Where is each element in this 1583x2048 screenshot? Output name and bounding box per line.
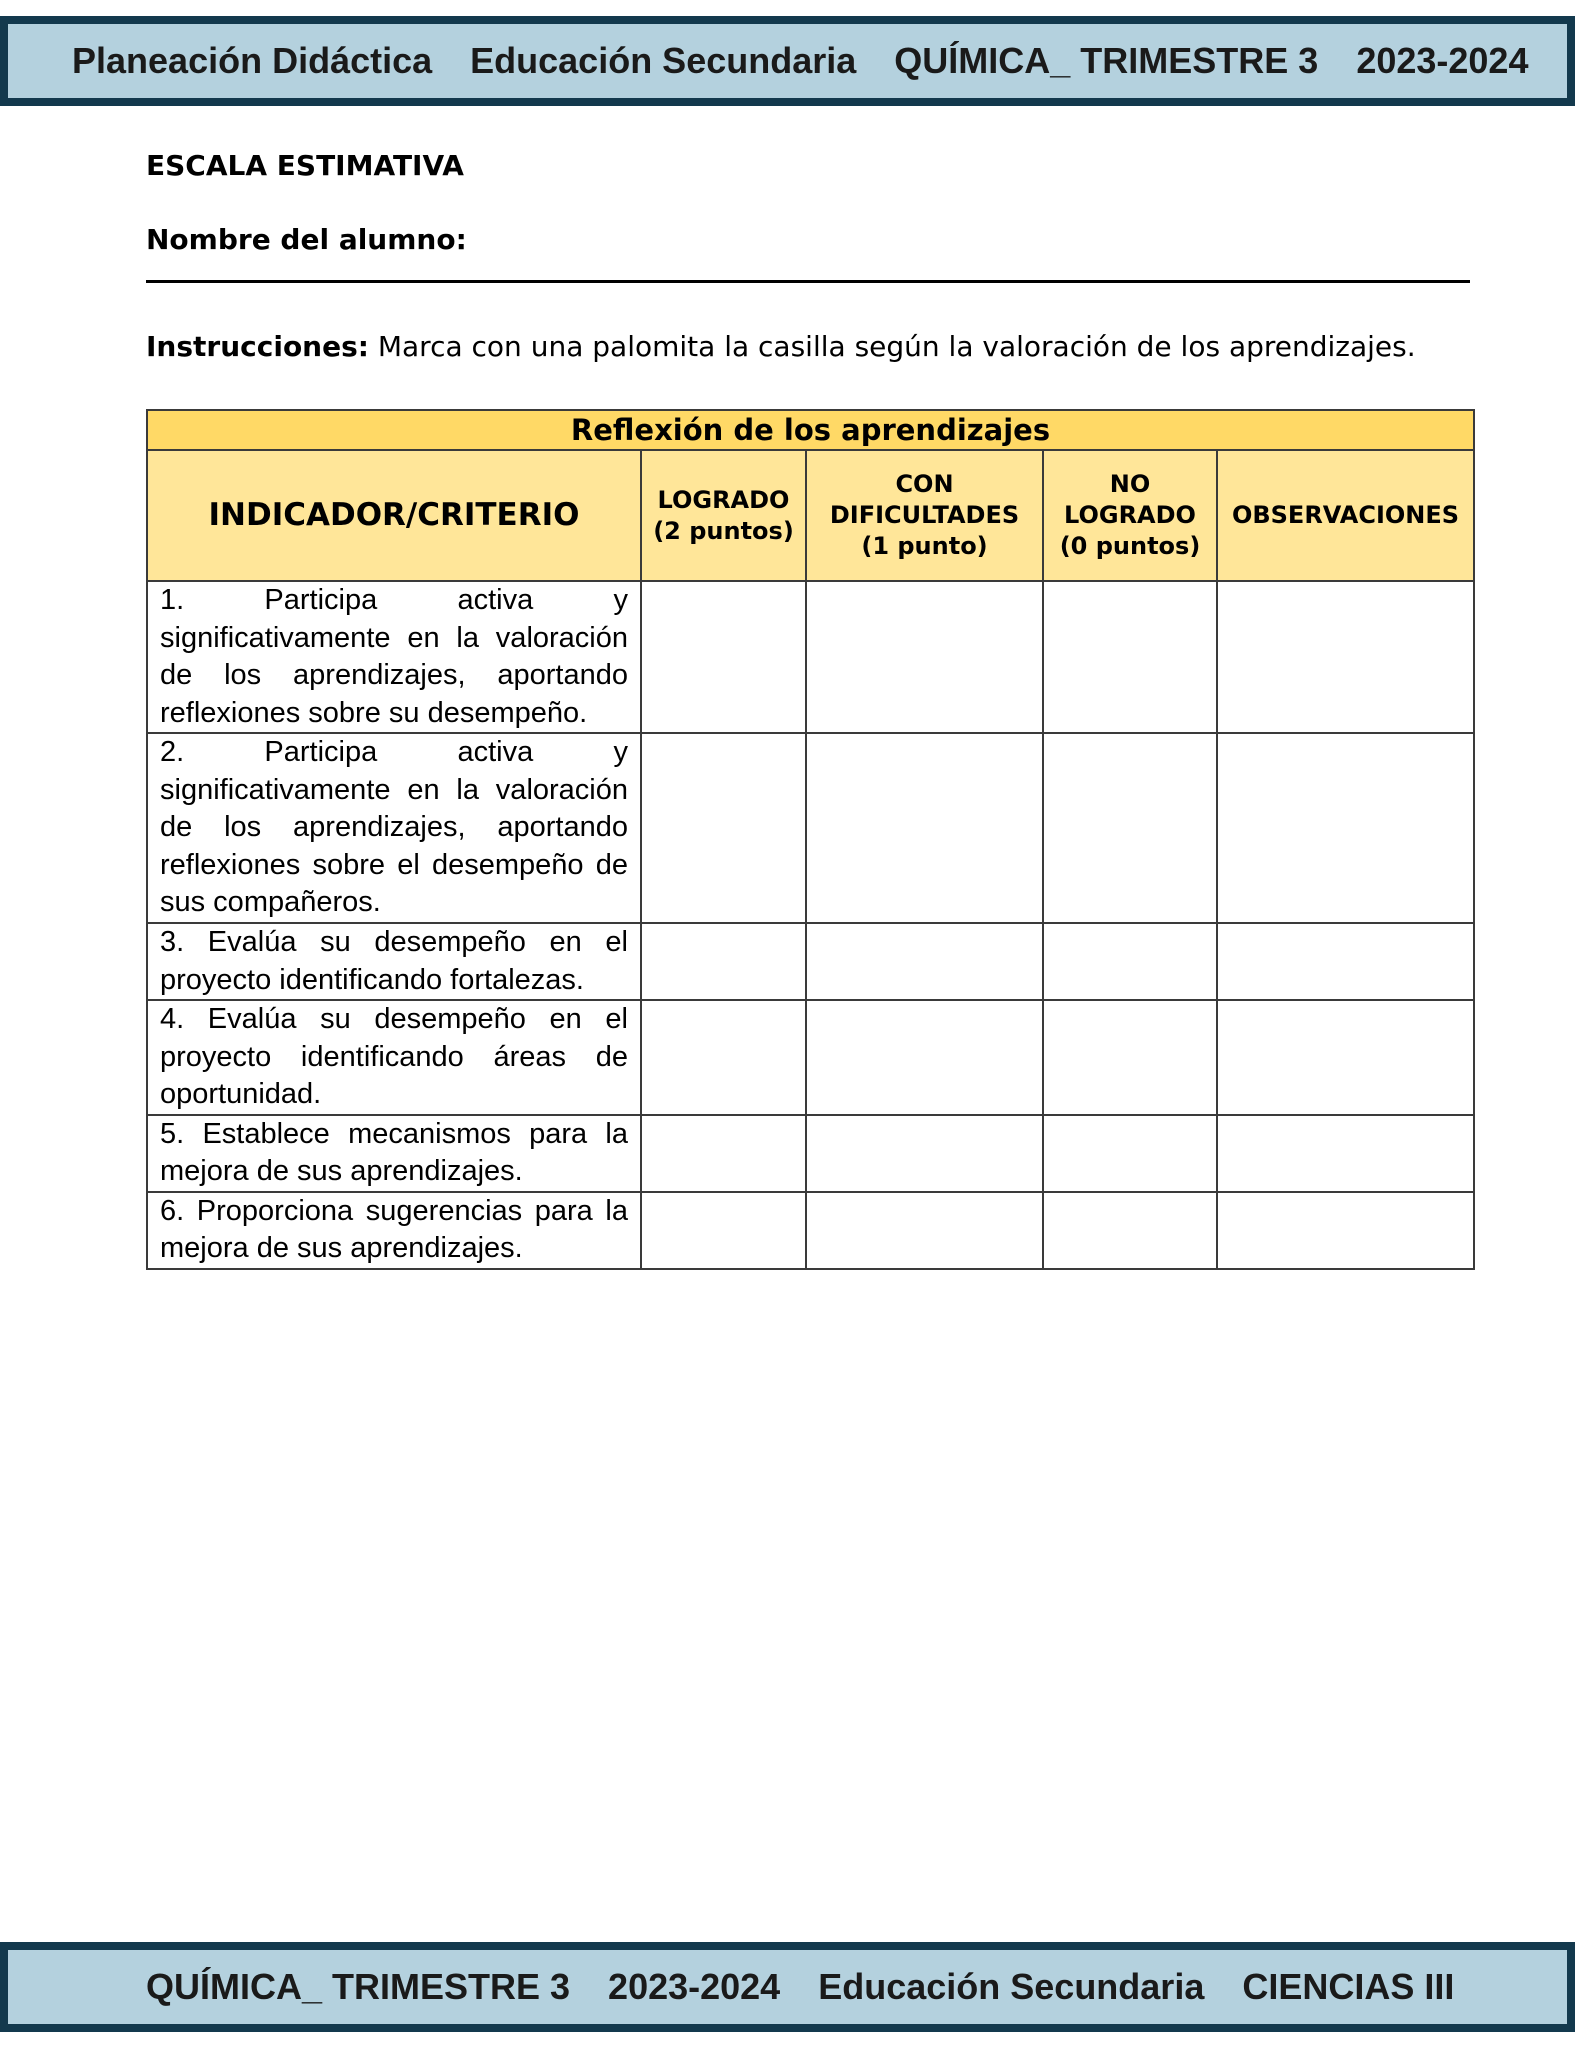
rating-scale-table — [146, 409, 1475, 1270]
page-footer-band — [0, 1942, 1575, 2032]
column-header-text: NO — [1109, 470, 1151, 498]
header-segment: Planeación Didáctica — [72, 40, 433, 81]
column-header-with-difficulty — [806, 450, 1043, 581]
instructions-label: Instrucciones: — [146, 330, 369, 363]
checkbox-cell-not-achieved[interactable] — [1043, 581, 1217, 733]
column-header-text: LOGRADO — [657, 485, 790, 514]
footer-segment: QUÍMICA_ TRIMESTRE 3 — [146, 1966, 571, 2007]
column-header-text: (1 punto) — [861, 532, 988, 560]
checkbox-cell-achieved[interactable] — [641, 733, 806, 923]
document-title: ESCALA ESTIMATIVA — [146, 149, 464, 182]
column-header-criterion — [147, 450, 641, 581]
column-header-text: (2 puntos) — [653, 516, 794, 545]
column-header-observations — [1217, 450, 1474, 581]
criterion-cell: 1. Participa activa y significativamente en la valoración de los aprendizajes, aportando reflexiones sobre su desempeño. — [147, 581, 641, 733]
student-name-label: Nombre del alumno: — [146, 223, 467, 256]
checkbox-cell-not-achieved[interactable] — [1043, 1115, 1217, 1192]
footer-segment: CIENCIAS III — [1242, 1966, 1455, 2007]
table-row — [147, 581, 1474, 733]
checkbox-cell-with-difficulty[interactable] — [806, 1115, 1043, 1192]
table-row — [147, 923, 1474, 1000]
criterion-cell: 4. Evalúa su desempeño en el proyecto identificando áreas de oportunidad. — [147, 1000, 641, 1115]
header-segment: Educación Secundaria — [470, 40, 857, 81]
checkbox-cell-achieved[interactable] — [641, 581, 806, 733]
criterion-cell: 5. Establece mecanismos para la mejora de sus aprendizajes. — [147, 1115, 641, 1192]
table-header-row — [147, 450, 1474, 581]
checkbox-cell-not-achieved[interactable] — [1043, 1000, 1217, 1115]
column-header-text: LOGRADO — [1064, 501, 1196, 529]
checkbox-cell-achieved[interactable] — [641, 923, 806, 1000]
checkbox-cell-not-achieved[interactable] — [1043, 1192, 1217, 1269]
checkbox-cell-with-difficulty[interactable] — [806, 733, 1043, 923]
student-name-line — [146, 280, 1470, 283]
table-caption: Reflexión de los aprendizajes — [147, 410, 1474, 450]
page-header-band — [0, 16, 1575, 106]
observations-cell[interactable] — [1217, 1192, 1474, 1269]
instructions — [146, 329, 1476, 365]
instructions-text: Marca con una palomita la casilla según la valoración de los aprendizajes. — [368, 330, 1416, 363]
column-header-text: INDICADOR/CRITERIO — [208, 497, 580, 533]
footer-segment: 2023-2024 — [608, 1966, 781, 2007]
header-segment: 2023-2024 — [1356, 40, 1529, 81]
column-header-text: DIFICULTADES — [829, 501, 1020, 529]
column-header-text: OBSERVACIONES — [1231, 501, 1460, 529]
column-header-achieved — [641, 450, 806, 581]
observations-cell[interactable] — [1217, 923, 1474, 1000]
footer-segment: Educación Secundaria — [818, 1966, 1205, 2007]
table-row — [147, 1000, 1474, 1115]
checkbox-cell-achieved[interactable] — [641, 1000, 806, 1115]
header-segment: QUÍMICA_ TRIMESTRE 3 — [894, 40, 1319, 81]
checkbox-cell-not-achieved[interactable] — [1043, 733, 1217, 923]
checkbox-cell-with-difficulty[interactable] — [806, 1000, 1043, 1115]
criterion-cell: 6. Proporciona sugerencias para la mejora de sus aprendizajes. — [147, 1192, 641, 1269]
column-header-text: (0 puntos) — [1059, 532, 1201, 560]
checkbox-cell-not-achieved[interactable] — [1043, 923, 1217, 1000]
observations-cell[interactable] — [1217, 1115, 1474, 1192]
table-row — [147, 1192, 1474, 1269]
document-body — [146, 148, 1476, 365]
observations-cell[interactable] — [1217, 733, 1474, 923]
criterion-cell: 2. Participa activa y significativamente en la valoración de los aprendizajes, aportando reflexiones sobre el desempeño de sus compañeros. — [147, 733, 641, 923]
checkbox-cell-with-difficulty[interactable] — [806, 581, 1043, 733]
criterion-cell: 3. Evalúa su desempeño en el proyecto identificando fortalezas. — [147, 923, 641, 1000]
table-row — [147, 1115, 1474, 1192]
checkbox-cell-achieved[interactable] — [641, 1115, 806, 1192]
observations-cell[interactable] — [1217, 1000, 1474, 1115]
observations-cell[interactable] — [1217, 581, 1474, 733]
checkbox-cell-with-difficulty[interactable] — [806, 923, 1043, 1000]
column-header-not-achieved — [1043, 450, 1217, 581]
checkbox-cell-with-difficulty[interactable] — [806, 1192, 1043, 1269]
table-row — [147, 733, 1474, 923]
column-header-text: CON — [895, 470, 954, 498]
checkbox-cell-achieved[interactable] — [641, 1192, 806, 1269]
